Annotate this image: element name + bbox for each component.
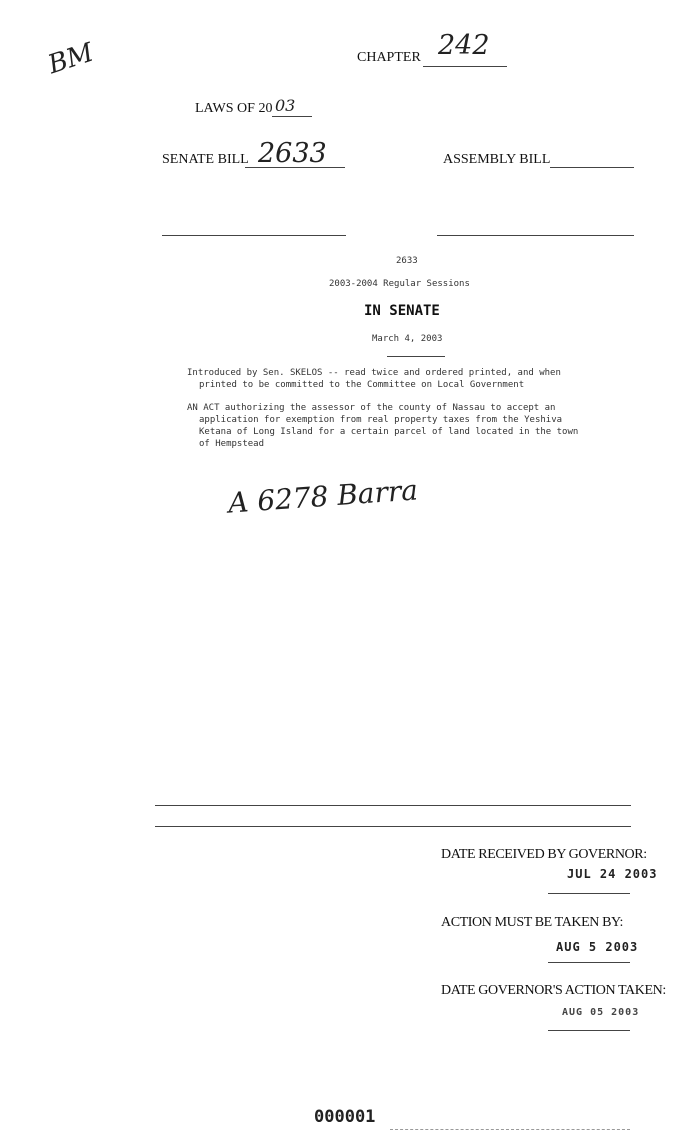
laws-year: 03 bbox=[275, 96, 296, 115]
action-taken-underline bbox=[548, 1030, 630, 1031]
action-due-underline bbox=[548, 962, 630, 963]
received-date-stamp: JUL 24 2003 bbox=[567, 867, 658, 881]
bill-number: 2633 bbox=[396, 256, 418, 266]
chamber-title: IN SENATE bbox=[364, 303, 440, 319]
assembly-bill-underline bbox=[550, 167, 634, 168]
separator-left bbox=[162, 235, 346, 236]
action-taken-label: DATE GOVERNOR'S ACTION TAKEN: bbox=[441, 983, 666, 998]
corner-initials: BM bbox=[44, 37, 98, 81]
received-label: DATE RECEIVED BY GOVERNOR: bbox=[441, 847, 647, 862]
senate-bill-underline bbox=[245, 167, 345, 168]
act-line-4: of Hempstead bbox=[199, 439, 265, 449]
page-number: 000001 bbox=[314, 1107, 376, 1127]
action-taken-date-stamp: AUG 05 2003 bbox=[562, 1007, 640, 1018]
footer-dotted-line bbox=[390, 1129, 630, 1130]
date-underline bbox=[387, 356, 445, 357]
bottom-line-2 bbox=[155, 826, 631, 827]
action-due-label: ACTION MUST BE TAKEN BY: bbox=[441, 915, 623, 930]
chapter-number: 242 bbox=[438, 30, 490, 61]
introduced-line-2: printed to be committed to the Committee on Local Government bbox=[199, 380, 525, 390]
senate-bill-label: SENATE BILL bbox=[162, 152, 249, 167]
senate-bill-number: 2633 bbox=[258, 138, 327, 169]
separator-right bbox=[437, 235, 634, 236]
act-line-1: AN ACT authorizing the assessor of the county of Nassau to accept an bbox=[187, 403, 556, 413]
bottom-line-1 bbox=[155, 805, 631, 806]
action-due-date-stamp: AUG 5 2003 bbox=[556, 940, 639, 954]
laws-label: LAWS OF 20 bbox=[195, 101, 273, 116]
act-line-2: application for exemption from real property taxes from the Yeshiva bbox=[199, 415, 563, 425]
laws-underline bbox=[272, 116, 312, 117]
introduction-date: March 4, 2003 bbox=[372, 334, 443, 344]
introduced-line-1: Introduced by Sen. SKELOS -- read twice and ordered printed, and when bbox=[187, 368, 561, 378]
chapter-underline bbox=[423, 66, 507, 67]
act-line-3: Ketana of Long Island for a certain parcel of land located in the town bbox=[199, 427, 579, 437]
assembly-bill-label: ASSEMBLY BILL bbox=[443, 152, 551, 167]
handwritten-assembly-note: A 6278 Barra bbox=[227, 473, 419, 520]
session: 2003-2004 Regular Sessions bbox=[329, 279, 470, 289]
chapter-label: CHAPTER bbox=[357, 50, 421, 65]
received-underline bbox=[548, 893, 630, 894]
